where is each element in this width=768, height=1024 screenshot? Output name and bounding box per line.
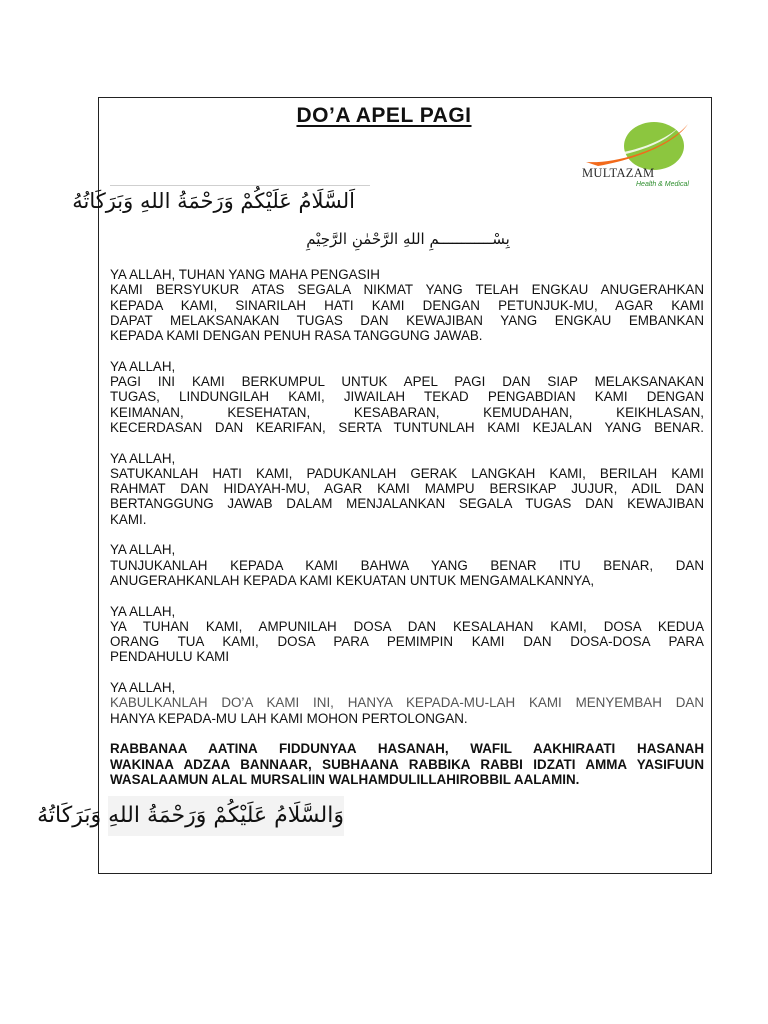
paragraph-line: YA TUHAN KAMI, AMPUNILAH DOSA DAN KESALAHAN KAMI, DOSA KEDUA <box>110 618 704 634</box>
paragraph-heading: YA ALLAH, <box>110 542 176 558</box>
paragraph-line: KEPADA KAMI DENGAN PENUH RASA TANGGUNG JAWAB. <box>110 328 483 344</box>
prayer-body <box>110 267 704 802</box>
paragraph-line: HANYA KEPADA-MU LAH KAMI MOHON PERTOLONGAN. <box>110 710 468 726</box>
paragraph-line: KEPADA KAMI, SINARILAH HATI KAMI DENGAN PETUNJUK-MU, AGAR KAMI <box>110 297 704 313</box>
paragraph-line: KAMI BERSYUKUR ATAS SEGALA NIKMAT YANG TELAH ENGKAU ANUGERAHKAN <box>110 282 704 298</box>
closing-line: WASALAAMUN ALAL MURSALIIN WALHAMDULILLAHIROBBIL AALAMIN. <box>110 771 580 787</box>
logo-name: MULTAZAM <box>582 166 655 180</box>
paragraph-line: ORANG TUA KAMI, DOSA PARA PEMIMPIN KAMI DAN DOSA-DOSA PARA <box>110 634 704 650</box>
paragraph-line: KEIMANAN, KESEHATAN, KESABARAN, KEMUDAHAN, KEIKHLASAN, <box>110 404 704 420</box>
multazam-logo <box>578 118 702 196</box>
paragraph-line: TUNJUKANLAH KEPADA KAMI BAHWA YANG BENAR ITU BENAR, DAN <box>110 557 704 573</box>
paragraph-line: BERTANGGUNG JAWAB DALAM MENJALANKAN SEGALA TUGAS DAN KEWAJIBAN <box>110 496 704 512</box>
paragraph-6 <box>110 680 704 726</box>
paragraph-line: SATUKANLAH HATI KAMI, PADUKANLAH GERAK LANGKAH KAMI, BERILAH KAMI <box>110 465 704 481</box>
paragraph-2 <box>110 359 704 435</box>
logo-tagline: Health & Medical <box>636 181 689 188</box>
paragraph-line: PENDAHULU KAMI <box>110 649 230 665</box>
paragraph-heading: YA ALLAH, <box>110 680 176 696</box>
paragraph-line: TUGAS, LINDUNGILAH KAMI, JIWAILAH TEKAD PENGABDIAN KAMI DENGAN <box>110 389 704 405</box>
arabic-bismillah: بِسْــــــــــــمِ اللهِ الرَّحْمٰنِ الرَّحِيْمِ <box>306 230 510 248</box>
paragraph-heading: YA ALLAH, <box>110 603 176 619</box>
paragraph-line: RAHMAT DAN HIDAYAH-MU, AGAR KAMI MAMPU BERSIKAP JUJUR, ADIL DAN <box>110 481 704 497</box>
arabic-greeting-opening: اَلسَّلَامُ عَلَيْكُمْ وَرَحْمَةُ اللهِ وَبَرَكَاتُهُ <box>72 189 355 213</box>
closing-line: WAKINAA ADZAA BANNAAR, SUBHAANA RABBIKA RABBI IDZATI AMMA YASIFUUN <box>110 756 704 772</box>
paragraph-heading: YA ALLAH, <box>110 450 176 466</box>
paragraph-4 <box>110 542 704 588</box>
closing-line: RABBANAA AATINA FIDDUNYAA HASANAH, WAFIL AAKHIRAATI HASANAH <box>110 741 704 757</box>
arabic-greeting-closing: وَالسَّلَامُ عَلَيْكُمْ وَرَحْمَةُ اللهِ وَبَرَكَاتُهُ <box>108 796 344 836</box>
paragraph-line: KAMI. <box>110 511 147 527</box>
paragraph-1 <box>110 267 704 343</box>
paragraph-heading: YA ALLAH, TUHAN YANG MAHA PENGASIH <box>110 267 380 282</box>
paragraph-line: DAPAT MELAKSANAKAN TUGAS DAN KEWAJIBAN YANG ENGKAU EMBANKAN <box>110 312 704 328</box>
paragraph-3 <box>110 451 704 527</box>
paragraph-line: KABULKANLAH DO’A KAMI INI, HANYA KEPADA-MU-LAH KAMI MENYEMBAH DAN <box>110 695 704 711</box>
closing-prayer <box>110 741 704 787</box>
paragraph-line: ANUGERAHKANLAH KEPADA KAMI KEKUATAN UNTUK MENGAMALKANNYA, <box>110 572 595 588</box>
paragraph-line: PAGI INI KAMI BERKUMPUL UNTUK APEL PAGI DAN SIAP MELAKSANAKAN <box>110 374 704 390</box>
paragraph-line: KECERDASAN DAN KEARIFAN, SERTA TUNTUNLAH KAMI KEJALAN YANG BENAR. <box>110 419 704 435</box>
document-title-text: DO’A APEL PAGI <box>296 104 472 127</box>
logo-green-circle-icon <box>624 122 684 170</box>
greeting-divider <box>110 185 370 186</box>
paragraph-heading: YA ALLAH, <box>110 358 176 374</box>
paragraph-5 <box>110 604 704 665</box>
